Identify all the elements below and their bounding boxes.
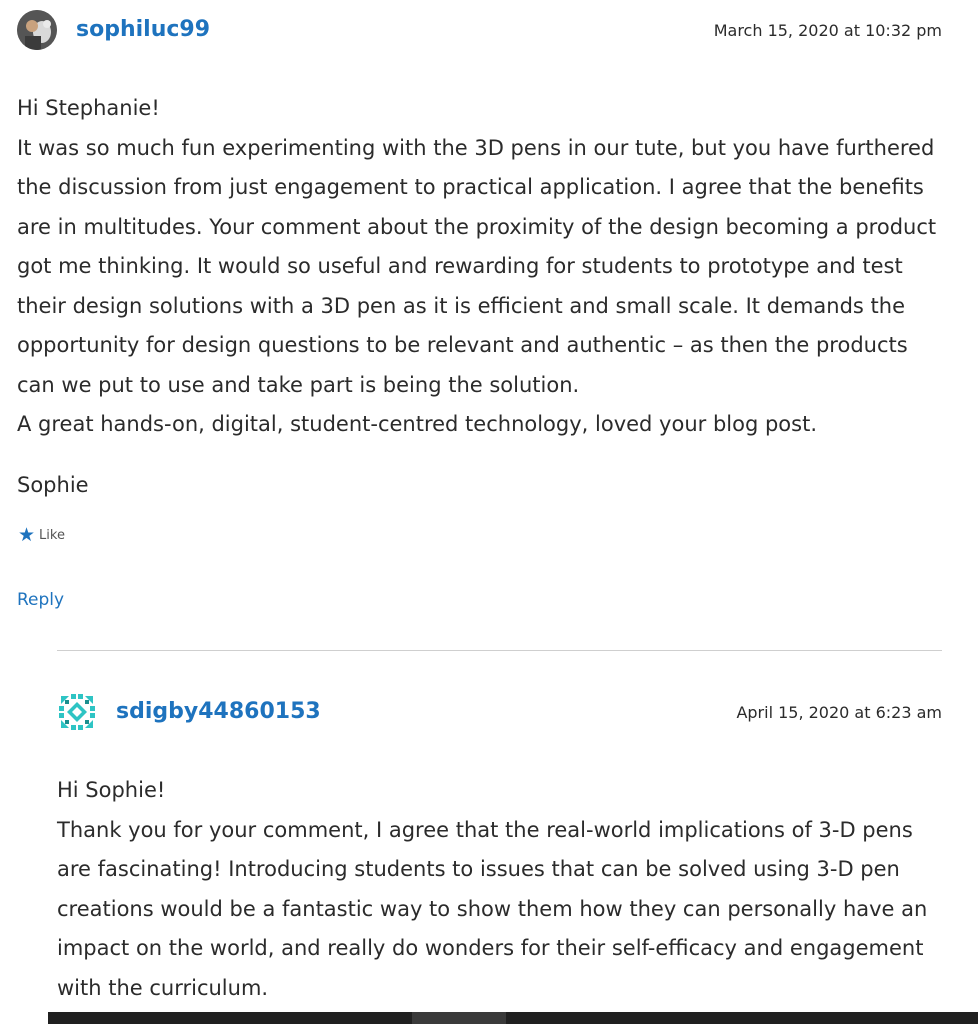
comment-paragraph: Hi Stephanie!	[17, 96, 160, 120]
taskbar-active-item[interactable]	[412, 1012, 506, 1024]
divider	[57, 650, 942, 651]
like-label: Like	[39, 528, 65, 543]
comment-author-link[interactable]: sdigby44860153	[116, 699, 321, 724]
star-icon: ★	[18, 524, 36, 546]
like-button[interactable]	[18, 526, 65, 545]
reply-link[interactable]: Reply	[17, 590, 65, 610]
avatar[interactable]	[57, 692, 97, 732]
comment-date-link[interactable]: April 15, 2020 at 6:23 am	[736, 703, 942, 722]
comment-paragraph: A great hands-on, digital, student-centred technology, loved your blog post.	[17, 412, 817, 436]
avatar[interactable]	[17, 10, 57, 50]
taskbar	[0, 1012, 978, 1024]
identicon-avatar-icon	[57, 692, 97, 732]
comment-paragraph: It was so much fun experimenting with the 3D pens in our tute, but you have furthered the discussion from just engagement to practical application. I agree that the benefits are in multitudes. Your comment about the proximity of the design becoming a product got me thinking. It would so useful and rewarding for students to prototype and test their design solutions with a 3D pen as it is efficient and small scale. It demands the opportunity for design questions to be relevant and authentic – as then the products can we put to use and take part is being the solution.	[17, 135, 937, 397]
comment-signoff: Sophie	[17, 473, 89, 497]
comment-meta	[0, 10, 978, 50]
taskbar-bar	[48, 1012, 978, 1024]
comment-paragraph: Thank you for your comment, I agree that the real-world implications of 3-D pens are fascinating! Introducing students to issues that can be solved using 3-D pen creations would be a fantastic way to show them how they can personally have an impact on the world, and really do wonders for their self-efficacy and engagement with the curriculum.	[57, 817, 928, 1000]
comment-author-link[interactable]: sophiluc99	[76, 17, 211, 42]
comment-date-link[interactable]: March 15, 2020 at 10:32 pm	[713, 21, 942, 40]
comment-body	[17, 89, 947, 445]
comment-meta	[0, 692, 978, 732]
user-photo-avatar-icon	[17, 10, 57, 50]
comment-paragraph: Hi Sophie!	[57, 778, 166, 802]
comment-body	[57, 771, 947, 1008]
